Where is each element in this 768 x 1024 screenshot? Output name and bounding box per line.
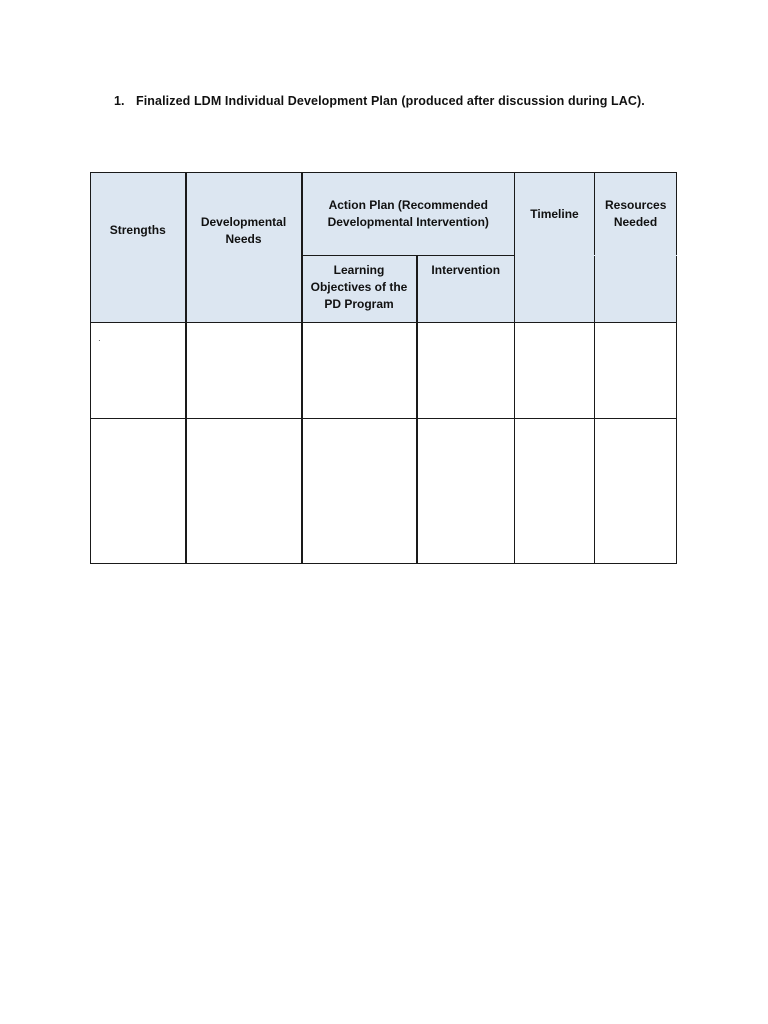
heading-text: Finalized LDM Individual Development Plan (produced after discussion during LAC).	[136, 94, 645, 108]
header-resources-needed: Resources Needed	[595, 173, 677, 256]
cell-developmental-needs[interactable]	[186, 323, 302, 419]
cell-strengths[interactable]	[91, 323, 186, 419]
header-row-1	[91, 173, 677, 256]
cell-timeline[interactable]	[515, 323, 595, 419]
cell-developmental-needs[interactable]	[186, 419, 302, 564]
header-intervention: Intervention	[417, 256, 515, 323]
cell-timeline[interactable]	[515, 419, 595, 564]
cell-learning-objectives[interactable]	[302, 419, 417, 564]
cell-strengths[interactable]	[91, 419, 186, 564]
cell-resources-needed[interactable]	[595, 323, 677, 419]
header-resources-blank	[595, 256, 677, 323]
heading-number: 1.	[114, 94, 125, 108]
section-heading	[114, 94, 645, 108]
header-developmental-needs: Developmental Needs	[186, 173, 302, 323]
cell-resources-needed[interactable]	[595, 419, 677, 564]
header-timeline-blank	[515, 256, 595, 323]
cell-intervention[interactable]	[417, 419, 515, 564]
header-learning-objectives: Learning Objectives of the PD Program	[302, 256, 417, 323]
table-row	[91, 419, 677, 564]
header-action-plan: Action Plan (Recommended Developmental Intervention)	[302, 173, 515, 256]
header-timeline: Timeline	[515, 173, 595, 256]
cell-learning-objectives[interactable]	[302, 323, 417, 419]
development-plan-table	[90, 172, 677, 564]
header-strengths: Strengths	[91, 173, 186, 323]
stray-mark: ·	[98, 336, 101, 345]
cell-intervention[interactable]	[417, 323, 515, 419]
table-row	[91, 323, 677, 419]
